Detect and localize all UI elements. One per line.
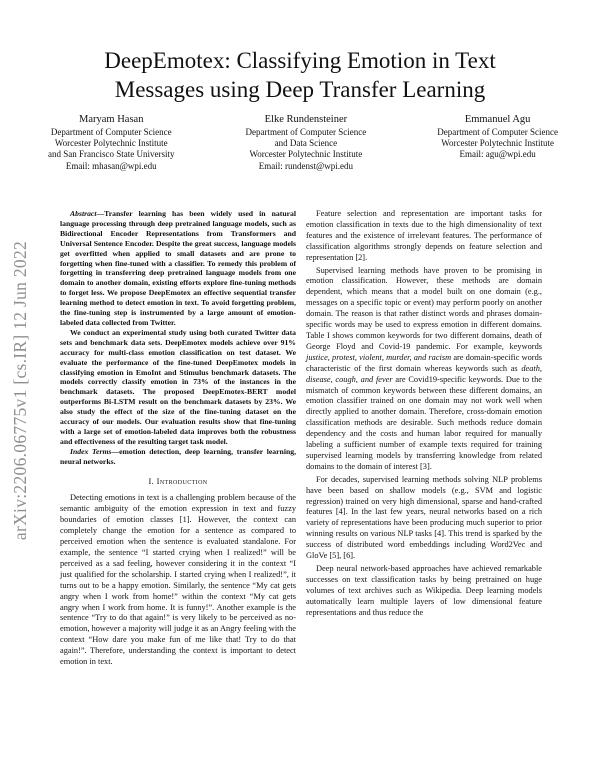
- body-text: are Covid19-specific keywords. Due to the mismatch of common keywords between these different domains, an emotion classifier trained on one domain may not work well when directly applied to another domain. Therefore, cross-domain emotion classification methods are desirable. Such methods reduce domain dependency and the costs and human labor required for manually labeling a sufficient number of example texts required for training supervised learning models by transferring knowledge from related domains to the domain of interest [3].: [306, 374, 542, 471]
- author-name: Maryam Hasan: [79, 114, 144, 125]
- arxiv-sidebar-stamp: [6, 180, 36, 600]
- left-column: [60, 209, 296, 668]
- author-affiliation: Department of Computer Science: [50, 127, 172, 137]
- section-title: Introduction: [156, 476, 208, 486]
- author-email: Email: rundenst@wpi.edu: [258, 160, 354, 171]
- paper-title: DeepEmotex: Classifying Emotion in Text Messages using Deep Transfer Learning: [104, 48, 496, 102]
- body-paragraph-shallow-models: For decades, supervised learning methods solving NLP problems have been based on shallow models (e.g., SVM and logistic regression) trained on very high dimensional, sparse and hand-crafted features [4]. In the last few years, neural networks based on a rich variety of representations have been producing much superior to prior winning results on various NLP tasks [4]. This trend is sparked by the success of distributed word embeddings including Word2Vec and GloVe [5], [6].: [306, 474, 542, 561]
- body-text: Supervised learning methods have proven to be promising in emotion classification. However, these methods are domain dependent, which means that a model built on one domain (e.g., messages on a specific topic or event) may perform poorly on another domain. The reason is that rather distinct words and phrases domain-specific words may be used to express emotion in different domains. Table I shows common keywords for two different domains, death of George Floyd and Covid-19 pandemic. For example, keywords: [306, 265, 542, 351]
- section-number: I.: [148, 476, 155, 486]
- keywords-domain-2: death, disease, cough, and fever: [306, 363, 542, 384]
- author-affiliation: Department of Computer Science: [245, 127, 367, 137]
- right-column: [306, 209, 542, 619]
- abstract-label: Abstract: [70, 209, 97, 218]
- author-block: [48, 113, 558, 172]
- abstract-paragraph-2: We conduct an experimental study using both curated Twitter data sets and benchmark data sets. DeepEmotex models achieve over 91% accuracy for multi-class emotion classification on test dataset. We evaluate the performance of the fine-tuned DeepEmotex models in classifying emotion in EmoInt and Stimulus benchmark datasets. The models correctly classify emotion in 73% of the instances in the benchmark datasets. The proposed DeepEmotex-BERT model outperforms Bi-LSTM result on the benchmark datasets by 23%. We also study the effect of the size of the fine-tuning dataset on the accuracy of our models. Our evaluation results show that fine-tuning with a large set of emotion-labeled data improves both the robustness and effectiveness of the resulting target task model.: [60, 327, 296, 446]
- author-affiliation: Worcester Polytechnic Institute: [249, 149, 363, 160]
- arxiv-identifier: arXiv:2206.06775v1 [cs.IR] 12 Jun 2022: [10, 240, 31, 540]
- index-terms-label: Index Terms: [70, 446, 112, 456]
- abstract-paragraph-1: Abstract—Transfer learning has been widely used in natural language processing through deep pretrained language models, such as Bidirectional Encoder Representations from Transformers and Universal Sentence Encoder. Despite the great success, language models get overfitted when applied to small datasets and are prone to forgetting when fine-tuned with a classifier. To remedy this problem of forgetting in transferring deep pretrained language models from one domain to another domain, existing efforts explore fine-tuning methods to forget less. We propose DeepEmotex an effective sequential transfer learning method to detect emotion in text. To avoid forgetting problem, the fine-tuning step is instrumented by a large amount of emotion-labeled data collected from Twitter.: [60, 209, 296, 327]
- body-paragraph-deep-networks: Deep neural network-based approaches have achieved remarkable successes on text classification tasks by being pretrained on huge volumes of text archives such as Wikipedia. Deep learning models automatically learn multiple layers of low dimensional feature representations and thus reduce the: [306, 564, 542, 617]
- author-affiliation: Department of Computer Science: [437, 127, 558, 137]
- abstract: [60, 209, 296, 447]
- body-text: are domain-specific words characteristic of the first domain whereas keywords such as: [306, 352, 542, 373]
- author-1: [48, 113, 174, 172]
- keywords-domain-1: justice, protest, violent, murder, and racism: [306, 352, 452, 362]
- index-terms: Index Terms—emotion detection, deep learning, transfer learning, neural networks.: [60, 446, 297, 466]
- author-affiliation: and Data Science: [274, 138, 338, 149]
- index-terms-text: emotion detection, deep learning, transfer learning, neural networks.: [60, 446, 297, 466]
- author-name: Elke Rundensteiner: [264, 114, 348, 125]
- author-affiliation: Worcester Polytechnic Institute: [441, 138, 554, 149]
- body-paragraph-feature-selection: Feature selection and representation are important tasks for emotion classification in texts due to the high dimensionality of text features and the existence of irrelevant features. The performance of classification algorithms strongly depends on feature selection and representation [2].: [306, 209, 542, 262]
- body-paragraph-supervised-learning: [306, 266, 542, 473]
- section-heading-introduction: [60, 477, 296, 488]
- author-affiliation: Worcester Polytechnic Institute: [54, 138, 168, 149]
- abstract-text: Transfer learning has been widely used in natural language processing through deep pretrained language models, such as Bidirectional Encoder Representations from Transformers and Universal Sentence Encoder. Despite the great success, language models get overfitted when applied to small datasets and are prone to forgetting when fine-tuned with a classifier. To remedy this problem of forgetting in transferring deep pretrained language models from one domain to another domain, existing efforts explore fine-tuning methods to forget less. We propose DeepEmotex an effective sequential transfer learning method to detect emotion in text. To avoid forgetting problem, the fine-tuning step is instrumented by a large amount of emotion-labeled data collected from Twitter.: [60, 209, 296, 327]
- intro-paragraph-1: Detecting emotions in text is a challenging problem because of the semantic ambiguity of the emotion expression in text and fuzzy boundaries of emotion classes [1]. However, the context can completely change the emotion for a sentence as compared to perceived emotion when the sentence is evaluated standalone. For example, the sentence “I started crying when I realized!” will be perceived as a sad feeling, however considering it in the context “I just qualified for the scholarship. I started crying when I realized!”, it turns out to be a happy emotion. Similarly, the sentence “My cat gets angry when I work from home!” within the context “My cat gets angry when I work from home. It is funny!”. Another example is the sentence “Try to do that again!” is very likely to be perceived as no-emotion, however a majority will judge it as an Angry feeling with the context “How dare you make fun of me like that! Try to do that again!”. Therefore, understanding the context is important to detect emotion in text.: [60, 493, 296, 667]
- author-2: [246, 113, 367, 172]
- author-3: [437, 113, 558, 172]
- author-affiliation: and San Francisco State University: [48, 149, 175, 160]
- author-email: Email: agu@wpi.edu: [459, 149, 536, 160]
- author-email: Email: mhasan@wpi.edu: [65, 160, 157, 171]
- author-name: Emmanuel Agu: [464, 114, 531, 125]
